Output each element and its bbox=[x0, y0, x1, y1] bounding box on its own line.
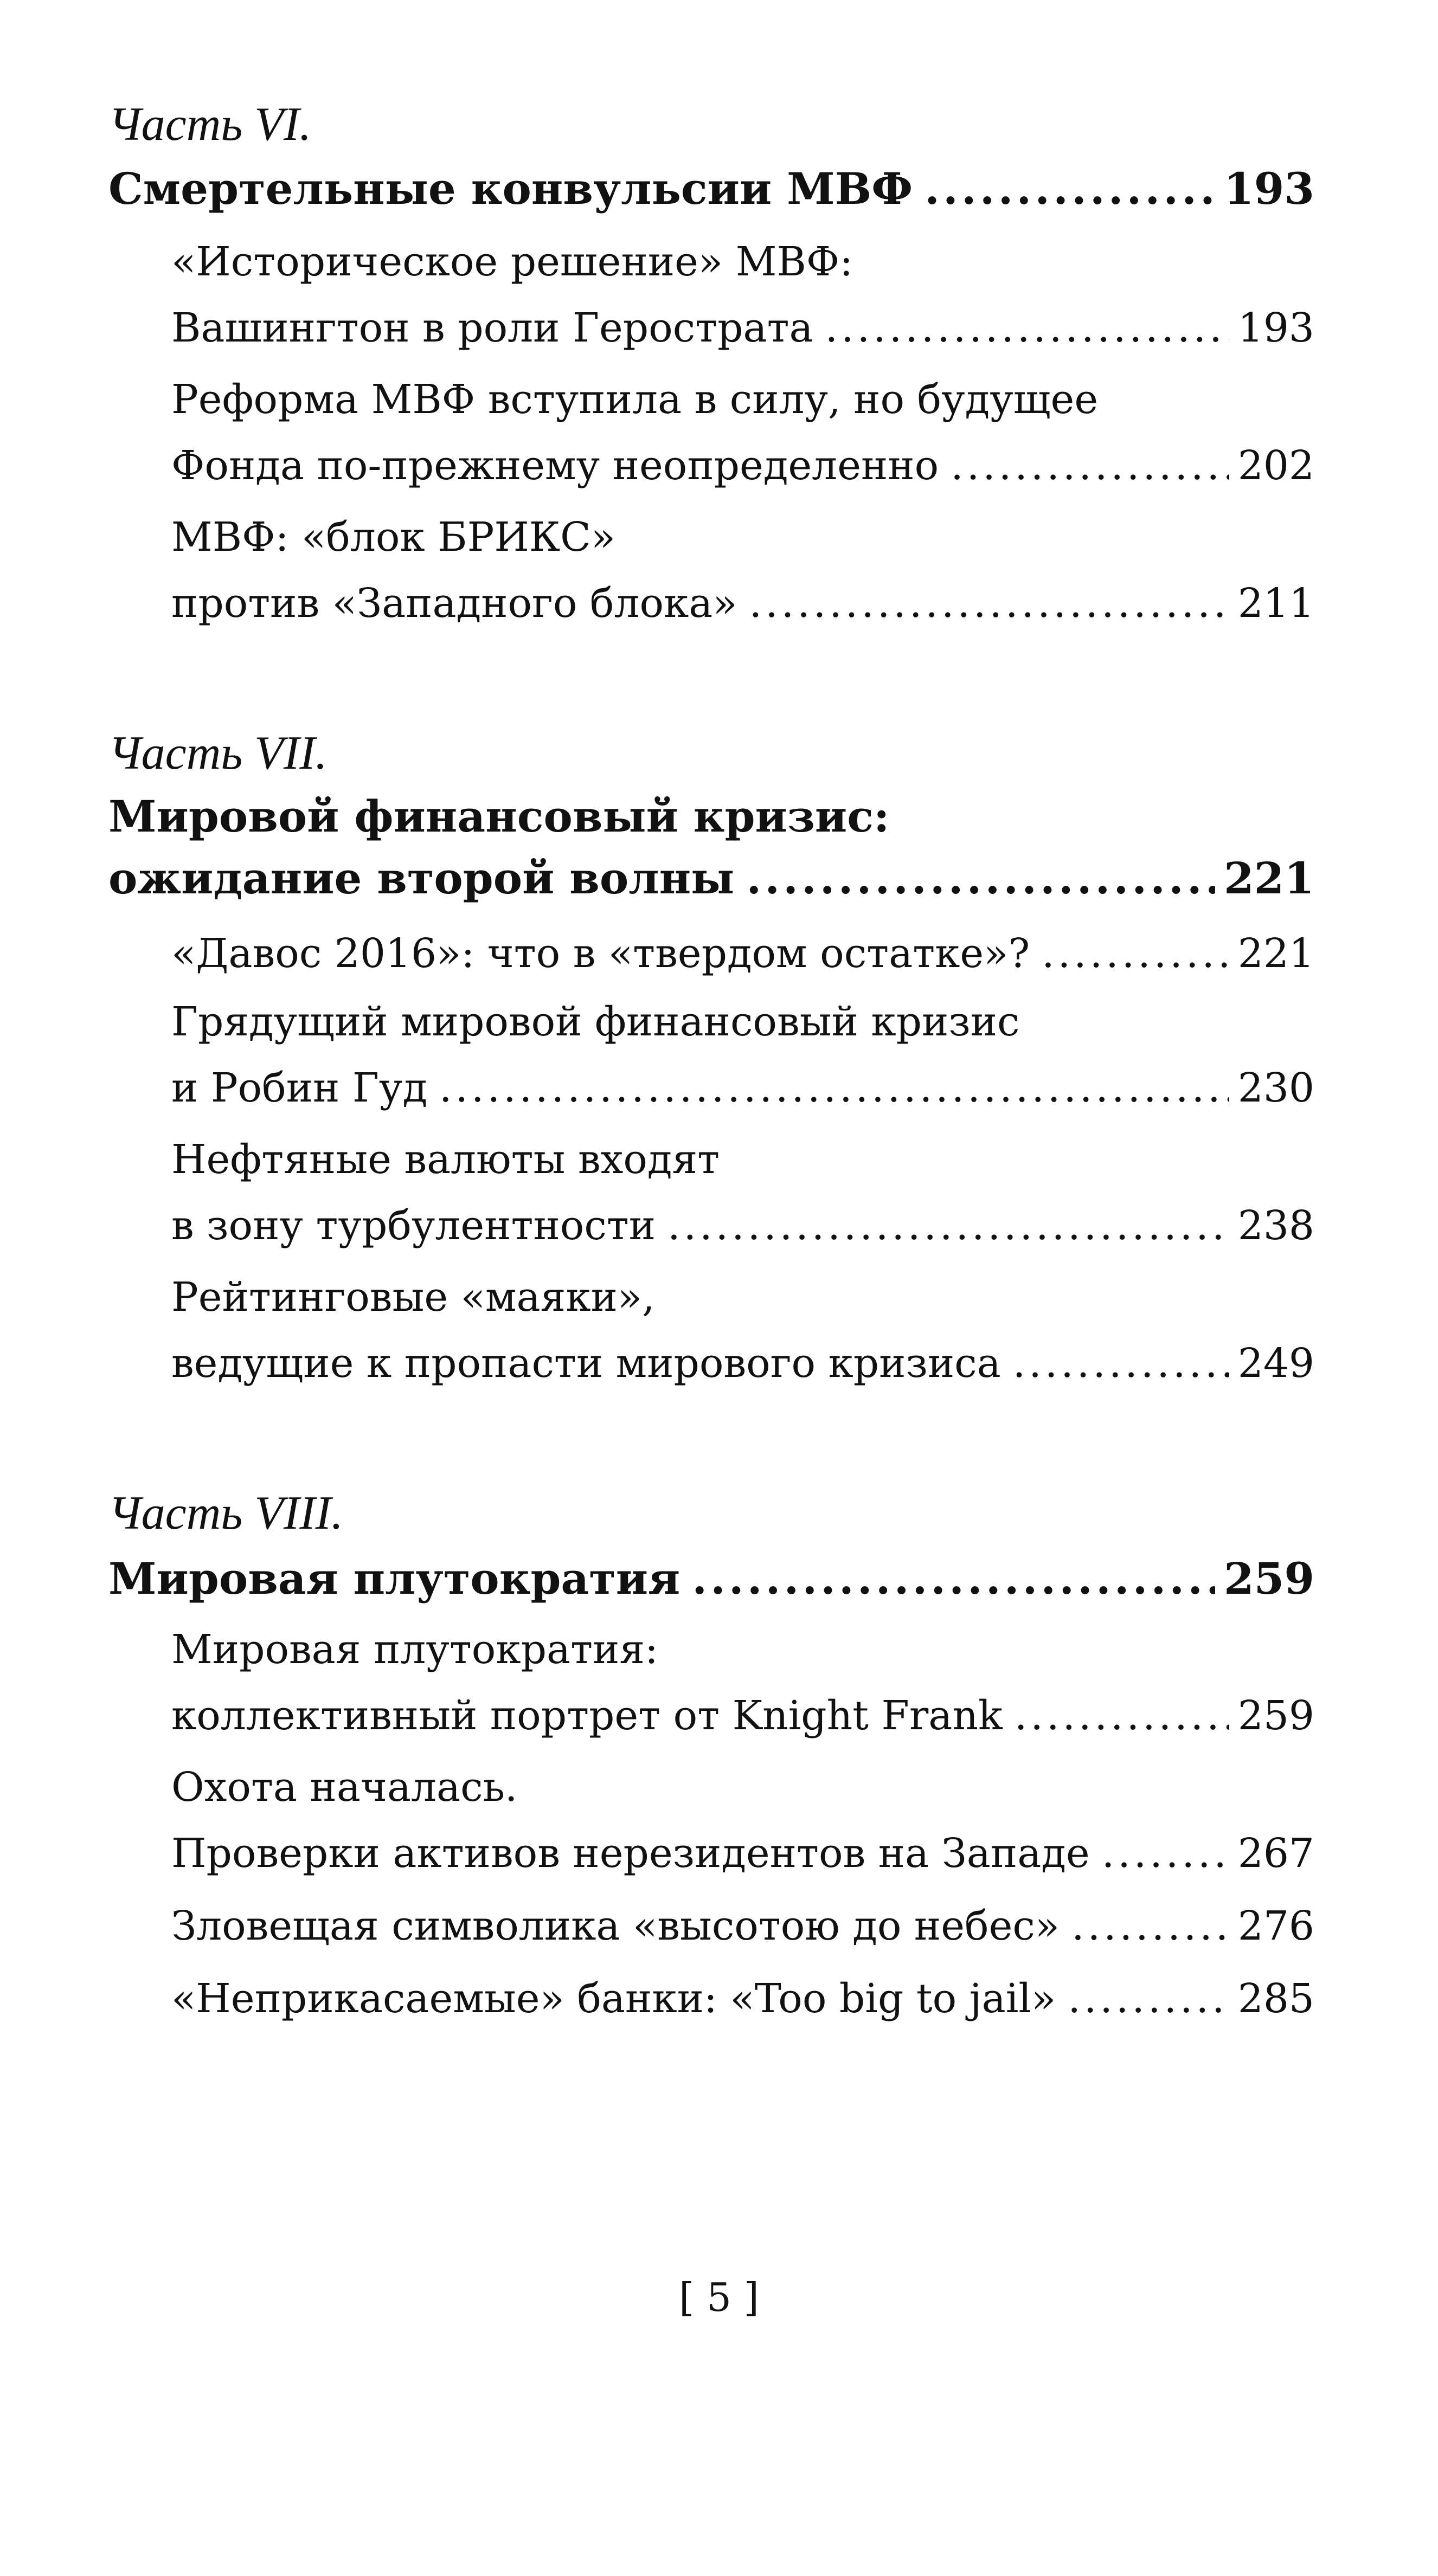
dot-leader bbox=[1042, 933, 1229, 974]
entry-page-number: 230 bbox=[1237, 1065, 1314, 1111]
section-title-line: Мировой финансовый кризис: bbox=[108, 791, 890, 842]
toc-entry[interactable]: против «Западного блока» ..... 211 bbox=[171, 583, 1314, 623]
toc-entry[interactable]: в зону турбулентности ..... 238 bbox=[171, 1206, 1314, 1246]
part-label: Часть VII. bbox=[108, 727, 328, 780]
entry-page-number: 193 bbox=[1237, 305, 1314, 351]
dot-leader bbox=[925, 167, 1215, 210]
section-page-number: 221 bbox=[1224, 853, 1314, 904]
toc-entry[interactable]: Вашингтон в роли Герострата ..... 193 bbox=[171, 308, 1314, 348]
entry-page-number: 238 bbox=[1237, 1202, 1314, 1249]
entry-page-number: 285 bbox=[1237, 1975, 1314, 2022]
dot-leader bbox=[692, 1557, 1215, 1600]
entry-page-number: 249 bbox=[1237, 1340, 1314, 1387]
dot-leader bbox=[1068, 1979, 1229, 2019]
toc-entry[interactable]: «Давос 2016»: что в «твердом остатке»? ..... 221 bbox=[171, 933, 1314, 974]
page-number: [ 5 ] bbox=[679, 2275, 759, 2320]
toc-entry[interactable]: ведущие к пропасти мирового кризиса ..... 249 bbox=[171, 1343, 1314, 1383]
section-page-number: 193 bbox=[1224, 163, 1314, 214]
dot-leader bbox=[951, 446, 1229, 486]
entry-page-number: 276 bbox=[1237, 1903, 1314, 1949]
toc-entry[interactable]: «Неприкасаемые» банки: «Too big to jail» ..... 285 bbox=[171, 1979, 1314, 2019]
dot-leader bbox=[667, 1206, 1229, 1246]
toc-entry-line: Реформа МВФ вступила в силу, но будущее bbox=[171, 376, 1099, 423]
dot-leader bbox=[1013, 1343, 1229, 1383]
entry-page-number: 267 bbox=[1237, 1830, 1314, 1877]
dot-leader bbox=[749, 583, 1229, 623]
toc-entry-line: МВФ: «блок БРИКС» bbox=[171, 514, 616, 561]
entry-page-number: 211 bbox=[1237, 580, 1314, 627]
toc-entry[interactable]: коллективный портрет от Knight Frank ..... 259 bbox=[171, 1696, 1314, 1736]
toc-entry-line: Нефтяные валюты входят bbox=[171, 1136, 720, 1183]
section-title[interactable]: Мировая плутократия ..... 259 bbox=[108, 1557, 1314, 1600]
entry-page-number: 221 bbox=[1237, 930, 1314, 977]
section-title[interactable]: ожидание второй волны ..... 221 bbox=[108, 856, 1314, 900]
toc-entry[interactable]: и Робин Гуд ..... 230 bbox=[171, 1068, 1314, 1108]
dot-leader bbox=[1071, 1906, 1229, 1946]
part-label: Часть VIII. bbox=[108, 1487, 343, 1540]
toc-entry[interactable]: Зловещая символика «высотою до небес» ..... 276 bbox=[171, 1906, 1314, 1946]
dot-leader bbox=[746, 856, 1215, 900]
toc-entry-line: Охота началась. bbox=[171, 1764, 518, 1811]
dot-leader bbox=[825, 308, 1229, 348]
toc-entry-line: «Историческое решение» МВФ: bbox=[171, 239, 853, 285]
dot-leader bbox=[1102, 1833, 1229, 1873]
entry-page-number: 259 bbox=[1237, 1692, 1314, 1739]
entry-page-number: 202 bbox=[1237, 442, 1314, 489]
toc-entry-line: Грядущий мировой финансовый кризис bbox=[171, 999, 1020, 1045]
toc-entry-line: Рейтинговые «маяки», bbox=[171, 1274, 655, 1321]
toc-entry[interactable]: Проверки активов нерезидентов на Западе ..... 267 bbox=[171, 1833, 1314, 1873]
part-label: Часть VI. bbox=[108, 98, 312, 151]
section-page-number: 259 bbox=[1224, 1553, 1314, 1604]
toc-entry[interactable]: Фонда по-прежнему неопределенно ..... 202 bbox=[171, 446, 1314, 486]
toc-entry-line: Мировая плутократия: bbox=[171, 1626, 658, 1673]
section-title[interactable]: Смертельные конвульсии МВФ ..... 193 bbox=[108, 167, 1314, 210]
dot-leader bbox=[1015, 1696, 1229, 1736]
dot-leader bbox=[439, 1068, 1229, 1108]
